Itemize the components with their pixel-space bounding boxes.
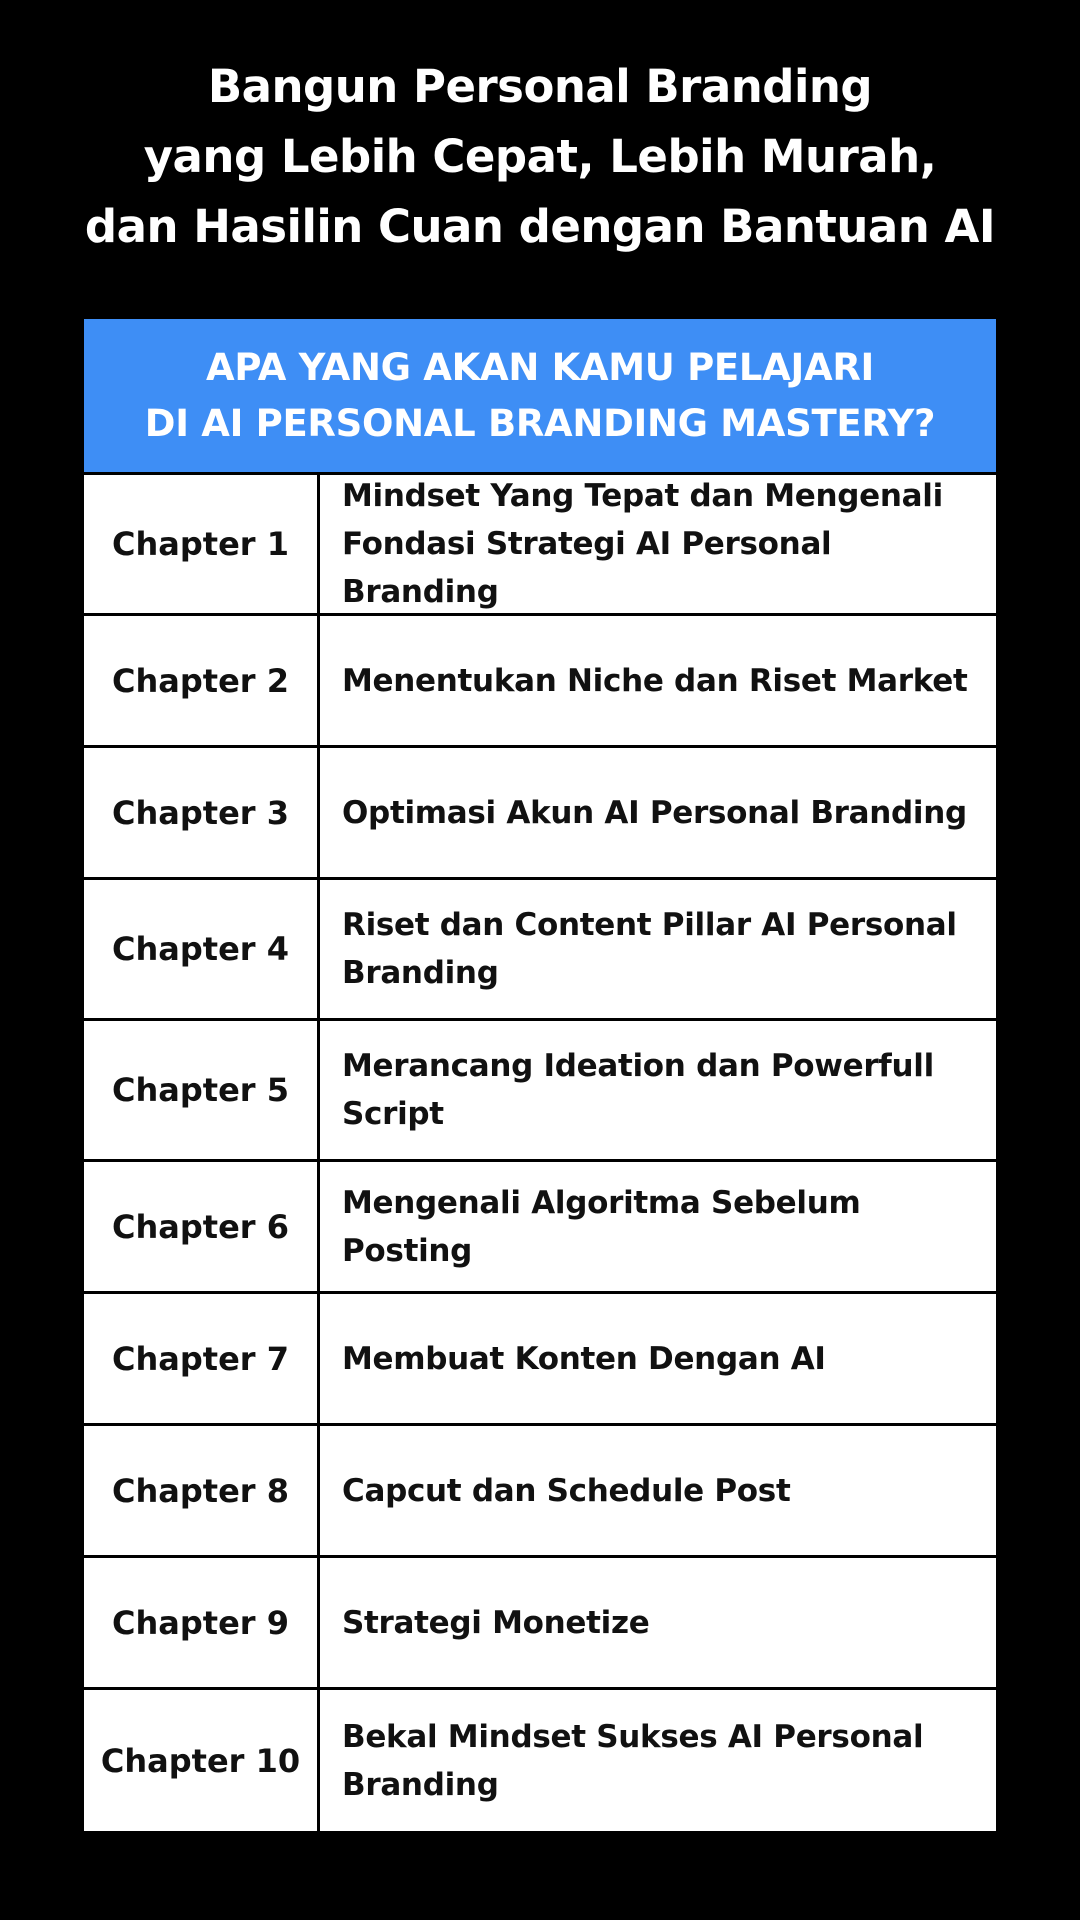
table-row <box>84 1021 996 1162</box>
chapter-topic: Merancang Ideation dan Powerfull Script <box>342 1048 934 1132</box>
table-row <box>84 1294 996 1426</box>
chapter-topic: Mengenali Algoritma Sebelum Posting <box>342 1184 861 1269</box>
headline-line-1: Bangun Personal Branding <box>207 60 873 113</box>
chapter-label: Chapter 3 <box>84 748 320 877</box>
chapter-label: Chapter 5 <box>84 1021 320 1159</box>
table-row <box>84 1690 996 1831</box>
chapter-topic: Strategi Monetize <box>342 1604 650 1641</box>
chapter-label: Chapter 1 <box>84 475 320 613</box>
table-row <box>84 616 996 748</box>
table-row <box>84 880 996 1021</box>
chapter-topic: Mindset Yang Tepat dan Mengenali Fondasi Strategi AI Personal Branding <box>342 478 943 610</box>
table-row <box>84 748 996 880</box>
chapter-label: Chapter 4 <box>84 880 320 1018</box>
table-header <box>84 319 996 475</box>
table-header-line-1: APA YANG AKAN KAMU PELAJARI <box>206 345 874 389</box>
headline-line-2: yang Lebih Cepat, Lebih Murah, <box>143 130 937 183</box>
chapter-topic: Capcut dan Schedule Post <box>342 1472 791 1509</box>
chapter-topic: Bekal Mindset Sukses AI Personal Branding <box>342 1718 924 1803</box>
chapter-topic: Riset dan Content Pillar AI Personal Branding <box>342 907 957 991</box>
table-row <box>84 475 996 616</box>
chapter-label: Chapter 8 <box>84 1426 320 1555</box>
table-row <box>84 1162 996 1294</box>
curriculum-table <box>84 319 996 1831</box>
chapter-label: Chapter 10 <box>84 1690 320 1831</box>
table-row <box>84 1558 996 1690</box>
chapter-topic: Optimasi Akun AI Personal Branding <box>342 794 967 831</box>
chapter-label: Chapter 6 <box>84 1162 320 1291</box>
chapter-label: Chapter 9 <box>84 1558 320 1687</box>
chapter-label: Chapter 2 <box>84 616 320 745</box>
table-row <box>84 1426 996 1558</box>
page-headline <box>0 52 1080 262</box>
chapter-topic: Membuat Konten Dengan AI <box>342 1340 826 1377</box>
chapter-topic: Menentukan Niche dan Riset Market <box>342 662 968 699</box>
table-header-line-2: DI AI PERSONAL BRANDING MASTERY? <box>144 401 936 445</box>
chapter-label: Chapter 7 <box>84 1294 320 1423</box>
headline-line-3: dan Hasilin Cuan dengan Bantuan AI <box>84 200 996 253</box>
